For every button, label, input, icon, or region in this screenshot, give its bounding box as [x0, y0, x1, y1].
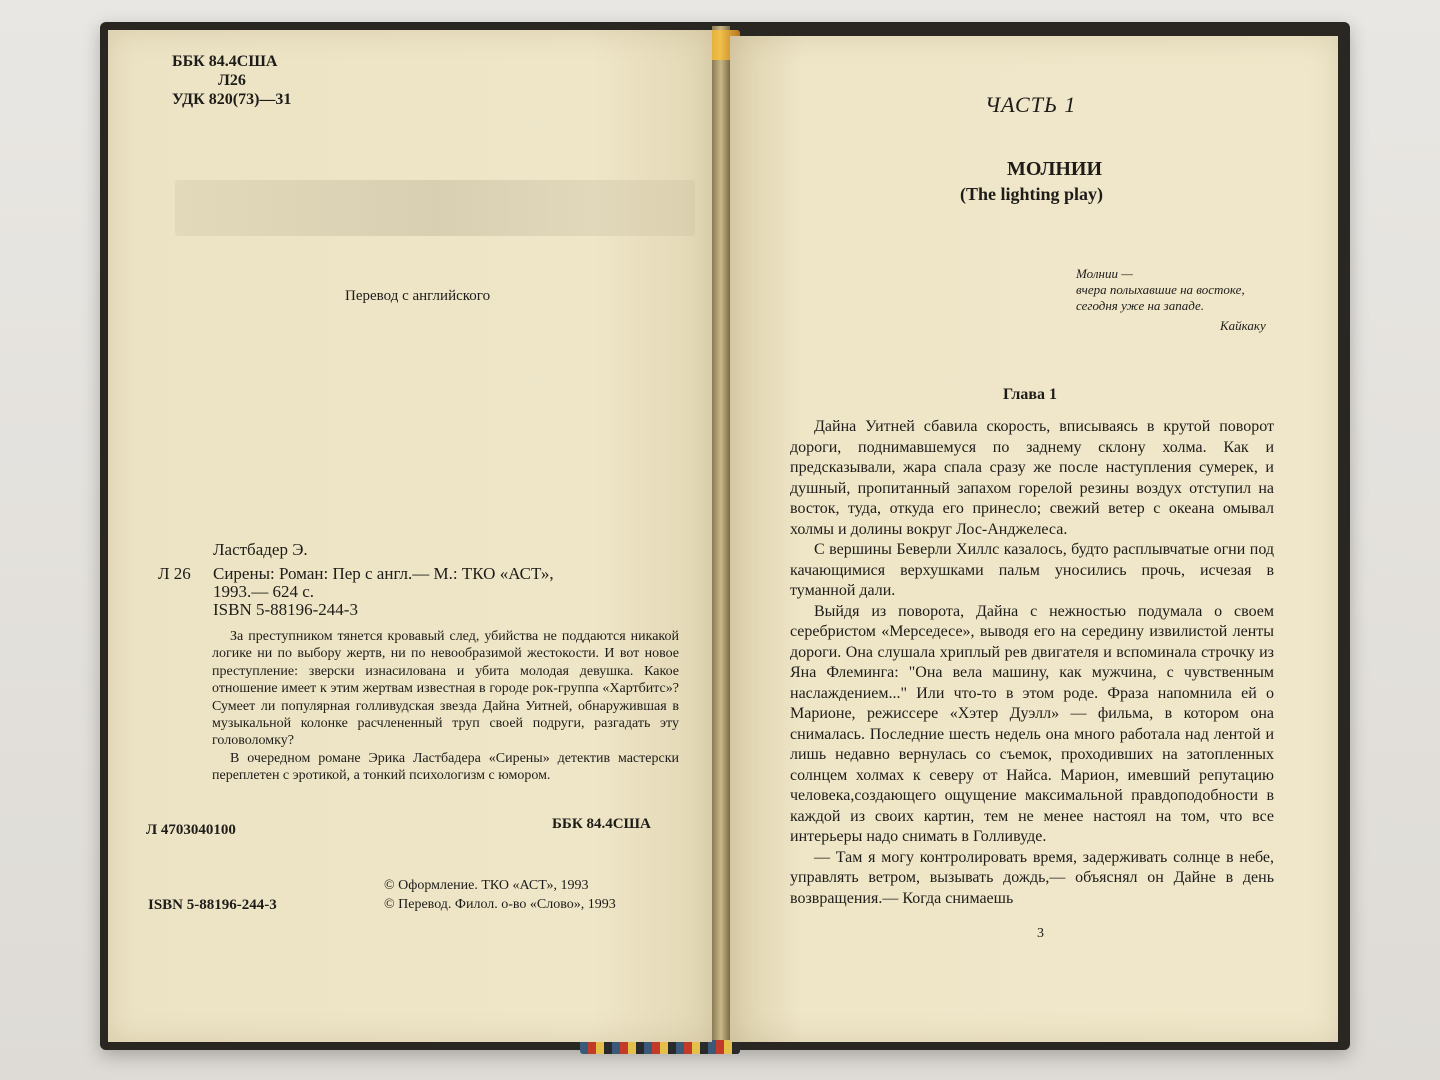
isbn-main: ISBN 5-88196-244-3 — [213, 600, 358, 619]
isbn-bottom: ISBN 5-88196-244-3 — [148, 897, 277, 913]
chapter-title: Глава 1 — [1003, 386, 1057, 403]
spine-bottom-band — [580, 1040, 740, 1054]
translation-note: Перевод с английского — [345, 288, 491, 304]
show-through-print — [175, 180, 695, 236]
body-paragraph: Выйдя из поворота, Дайна с нежностью подумала о своем серебристом «Мерседесе», выводя его на середину извилистой ленты дороги. Она слушала хриплый рев двигателя и вспоминала строчку из Яна Флеминга: "Она вела машину, как мужчина, с чувственным наслаждением..." Или что-то в этом роде. Фраза напомнила ей о Марионе, режиссере «Хэтер Дуэлл» — фильма, в котором она снималась. Последние шесть недель она много работала над лентой и лишь недавно вернулась со съемок, проходивших на затопленных солнцем холмах к северу от Найса. Марион, имевший репутацию человека,создающего ощущение максимальной правдоподобности в каждой из своих картин, тем не менее настоял на том, что все интерьеры надо снимать в Голливуде. — [790, 602, 1274, 845]
part-title: ЧАСТЬ 1 — [985, 92, 1077, 117]
body-paragraph: С вершины Беверли Хиллс казалось, будто расплывчатые огни под качающимися верхушками пальм уносились прочь, исчезая в туманной дали. — [790, 541, 1274, 599]
copyright-translation: © Перевод. Филол. о-во «Слово», 1993 — [384, 897, 616, 912]
body-paragraph: Дайна Уитней сбавила скорость, вписываясь в крутой поворот дороги, поднимавшемуся по заднему склону холма. Как и предсказывали, жара спала сразу же после наступления сумерек, и душный, пропитанный запахом горелой резины воздух отступил на восток, туда, откуда его принесло; свежий ветер с океана омывал холмы и долины вокруг Лос-Анджелеса. — [790, 418, 1274, 538]
epigraph-line: сегодня уже на западе. — [1076, 298, 1205, 313]
page-number: 3 — [1037, 926, 1044, 941]
main-title: МОЛНИИ — [1007, 158, 1103, 180]
bbk-bottom: ББК 84.4США — [552, 816, 651, 832]
epigraph — [1076, 266, 1245, 314]
catalog-code: Л 26 — [158, 564, 191, 583]
book-spine — [712, 26, 730, 1046]
epigraph-author: Кайкаку — [1220, 318, 1266, 333]
sub-title: (The lighting play) — [960, 184, 1104, 204]
bbk-line: ББК 84.4США — [172, 53, 278, 70]
classification-block — [172, 52, 291, 109]
author-line: Ластбадер Э. — [213, 540, 308, 559]
annotation-paragraph: В очередном романе Эрика Ластбадера «Сирены» детектив мастерски переплетен с эротикой, а тонкий психологизм с юмором. — [212, 750, 679, 784]
l-code: Л 4703040100 — [146, 822, 236, 838]
annotation-paragraph: За преступником тянется кровавый след, убийства не поддаются никакой логике ни по выбору жертв, ни по невообразимой жестокости. И вот новое преступление: зверски изнасилована и убита молодая девушка. Какое отношение имеет к этим жертвам известная в городе рок-группа «Хартбитс»? Сумеет ли популярная голливудская звезда Дайна Уитней, обнаружившая в музыкальной колонке расчлененный труп своей подруги, разгадать эту головоломку? — [212, 629, 679, 749]
chapter-body — [790, 417, 1274, 909]
annotation — [212, 628, 679, 785]
catalog-line-2: 1993.— 624 с. — [213, 582, 315, 601]
udk-line: УДК 820(73)—31 — [172, 91, 292, 108]
catalog-line-1: Сирены: Роман: Пер с англ.— М.: ТКО «АСТ», — [213, 564, 554, 583]
l26-line: Л26 — [218, 72, 246, 89]
epigraph-line: Молнии — — [1076, 266, 1133, 281]
epigraph-line: вчера полыхавшие на востоке, — [1076, 282, 1245, 297]
copyright-design: © Оформление. ТКО «АСТ», 1993 — [384, 878, 589, 893]
body-paragraph: — Там я могу контролировать время, задерживать солнце в небе, управлять ветром, вызывать дождь,— объяснял он Дайне в день возвращения.— Когда снимаешь — [790, 848, 1274, 907]
